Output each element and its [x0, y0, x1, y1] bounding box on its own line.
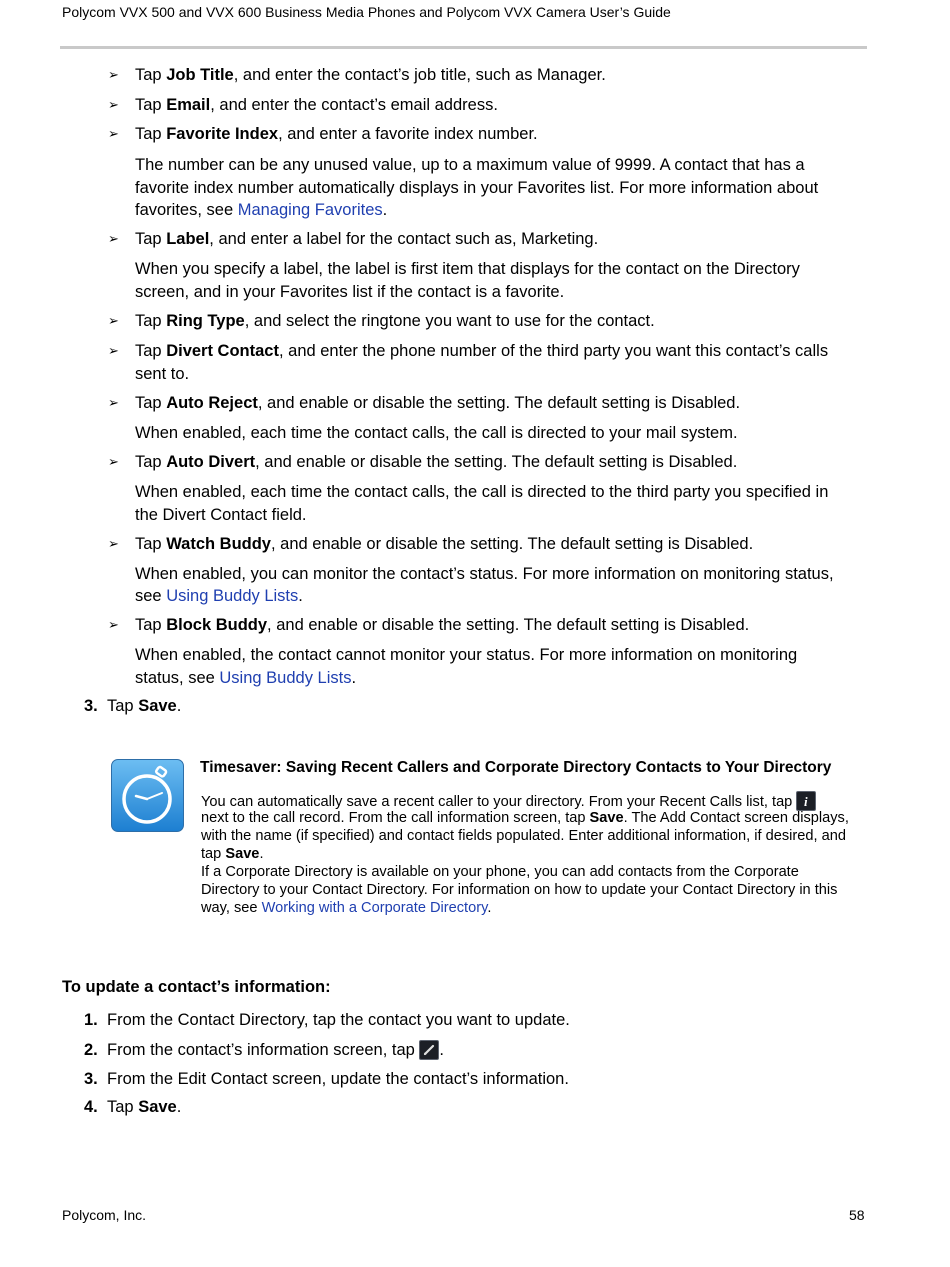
block-buddy-note-line: When enabled, the contact cannot monitor your status. For more information on monitoring [135, 646, 798, 664]
timesaver-title: Timesaver: Saving Recent Callers and Corporate Directory Contacts to Your Directory [200, 759, 832, 776]
step-ring-type: Tap Ring Type, and select the ringtone you want to use for the contact. [135, 312, 655, 330]
update-step: From the contact’s information screen, tap . [107, 1041, 445, 1059]
favorite-note-line: favorites, see Managing Favorites. [135, 201, 388, 219]
update-step: From the Contact Directory, tap the contact you want to update. [107, 1011, 570, 1029]
bullet-icon: ➢ [108, 536, 119, 551]
bullet-icon: ➢ [108, 454, 119, 469]
bullet-icon: ➢ [108, 67, 119, 82]
timesaver-line: way, see Working with a Corporate Directory. [201, 900, 492, 916]
header-rule [60, 46, 867, 49]
step-watch-buddy: Tap Watch Buddy, and enable or disable the setting. The default setting is Disabled. [135, 535, 754, 553]
using-buddy-lists-link[interactable]: Using Buddy Lists [219, 669, 352, 687]
edit-pencil-icon [419, 1040, 439, 1060]
bullet-icon: ➢ [108, 617, 119, 632]
label-note-line: screen, and in your Favorites list if the contact is a favorite. [135, 283, 565, 301]
step-favorite-index: Tap Favorite Index, and enter a favorite index number. [135, 125, 538, 143]
corporate-directory-link[interactable]: Working with a Corporate Directory [261, 900, 488, 916]
update-step: From the Edit Contact screen, update the contact’s information. [107, 1070, 569, 1088]
bullet-icon: ➢ [108, 343, 119, 358]
favorite-note-line: favorite index number automatically displays in your Favorites list. For more information about [135, 179, 819, 197]
auto-divert-note-line: the Divert Contact field. [135, 506, 307, 524]
step-auto-reject: Tap Auto Reject, and enable or disable the setting. The default setting is Disabled. [135, 394, 741, 412]
stopwatch-icon [111, 759, 184, 832]
step-divert-contact: Tap Divert Contact, and enter the phone number of the third party you want this contact’s calls [135, 342, 829, 360]
auto-divert-note-line: When enabled, each time the contact calls, the call is directed to the third party you specified in [135, 483, 829, 501]
bullet-icon: ➢ [108, 231, 119, 246]
step-number: 3. [84, 697, 98, 715]
timesaver-line: Directory to your Contact Directory. For information on how to update your Contact Directory in this [201, 882, 838, 898]
timesaver-line: next to the call record. From the call information screen, tap Save. The Add Contact screen displays, [201, 810, 849, 826]
step-number: 1. [84, 1011, 98, 1029]
timesaver-line: If a Corporate Directory is available on your phone, you can add contacts from the Corporate [201, 864, 799, 880]
bullet-icon: ➢ [108, 97, 119, 112]
favorite-note-line: The number can be any unused value, up to a maximum value of 9999. A contact that has a [135, 156, 805, 174]
auto-reject-note: When enabled, each time the contact calls, the call is directed to your mail system. [135, 424, 738, 442]
step-job-title: Tap Job Title, and enter the contact’s job title, such as Manager. [135, 66, 606, 84]
timesaver-line: You can automatically save a recent caller to your directory. From your Recent Calls list, tap i [201, 791, 816, 811]
managing-favorites-link[interactable]: Managing Favorites [237, 201, 383, 219]
timesaver-line: tap Save. [201, 846, 264, 862]
step-block-buddy: Tap Block Buddy, and enable or disable the setting. The default setting is Disabled. [135, 616, 750, 634]
running-header: Polycom VVX 500 and VVX 600 Business Media Phones and Polycom VVX Camera User’s Guide [62, 4, 671, 20]
update-step: Tap Save. [107, 1098, 182, 1116]
page-number: 58 [849, 1207, 865, 1223]
block-buddy-note-line: status, see Using Buddy Lists. [135, 669, 357, 687]
step-save: Tap Save. [107, 697, 182, 715]
watch-buddy-note-line: When enabled, you can monitor the contact’s status. For more information on monitoring status, [135, 565, 834, 583]
timesaver-line: with the name (if specified) and contact fields populated. Enter additional information, if desired, and [201, 828, 846, 844]
step-email: Tap Email, and enter the contact’s email address. [135, 96, 498, 114]
info-icon [796, 791, 816, 811]
using-buddy-lists-link[interactable]: Using Buddy Lists [166, 587, 299, 605]
svg-text:i: i [804, 794, 808, 809]
footer-company: Polycom, Inc. [62, 1207, 147, 1223]
divert-continuation: sent to. [135, 365, 190, 383]
label-note-line: When you specify a label, the label is first item that displays for the contact on the Directory [135, 260, 800, 278]
bullet-icon: ➢ [108, 395, 119, 410]
watch-buddy-note-line: see Using Buddy Lists. [135, 587, 303, 605]
step-auto-divert: Tap Auto Divert, and enable or disable the setting. The default setting is Disabled. [135, 453, 738, 471]
step-number: 2. [84, 1041, 98, 1059]
step-label: Tap Label, and enter a label for the contact such as, Marketing. [135, 230, 599, 248]
bullet-icon: ➢ [108, 126, 119, 141]
procedure-heading: To update a contact’s information: [62, 978, 331, 996]
bullet-icon: ➢ [108, 313, 119, 328]
step-number: 3. [84, 1070, 98, 1088]
step-number: 4. [84, 1098, 98, 1116]
